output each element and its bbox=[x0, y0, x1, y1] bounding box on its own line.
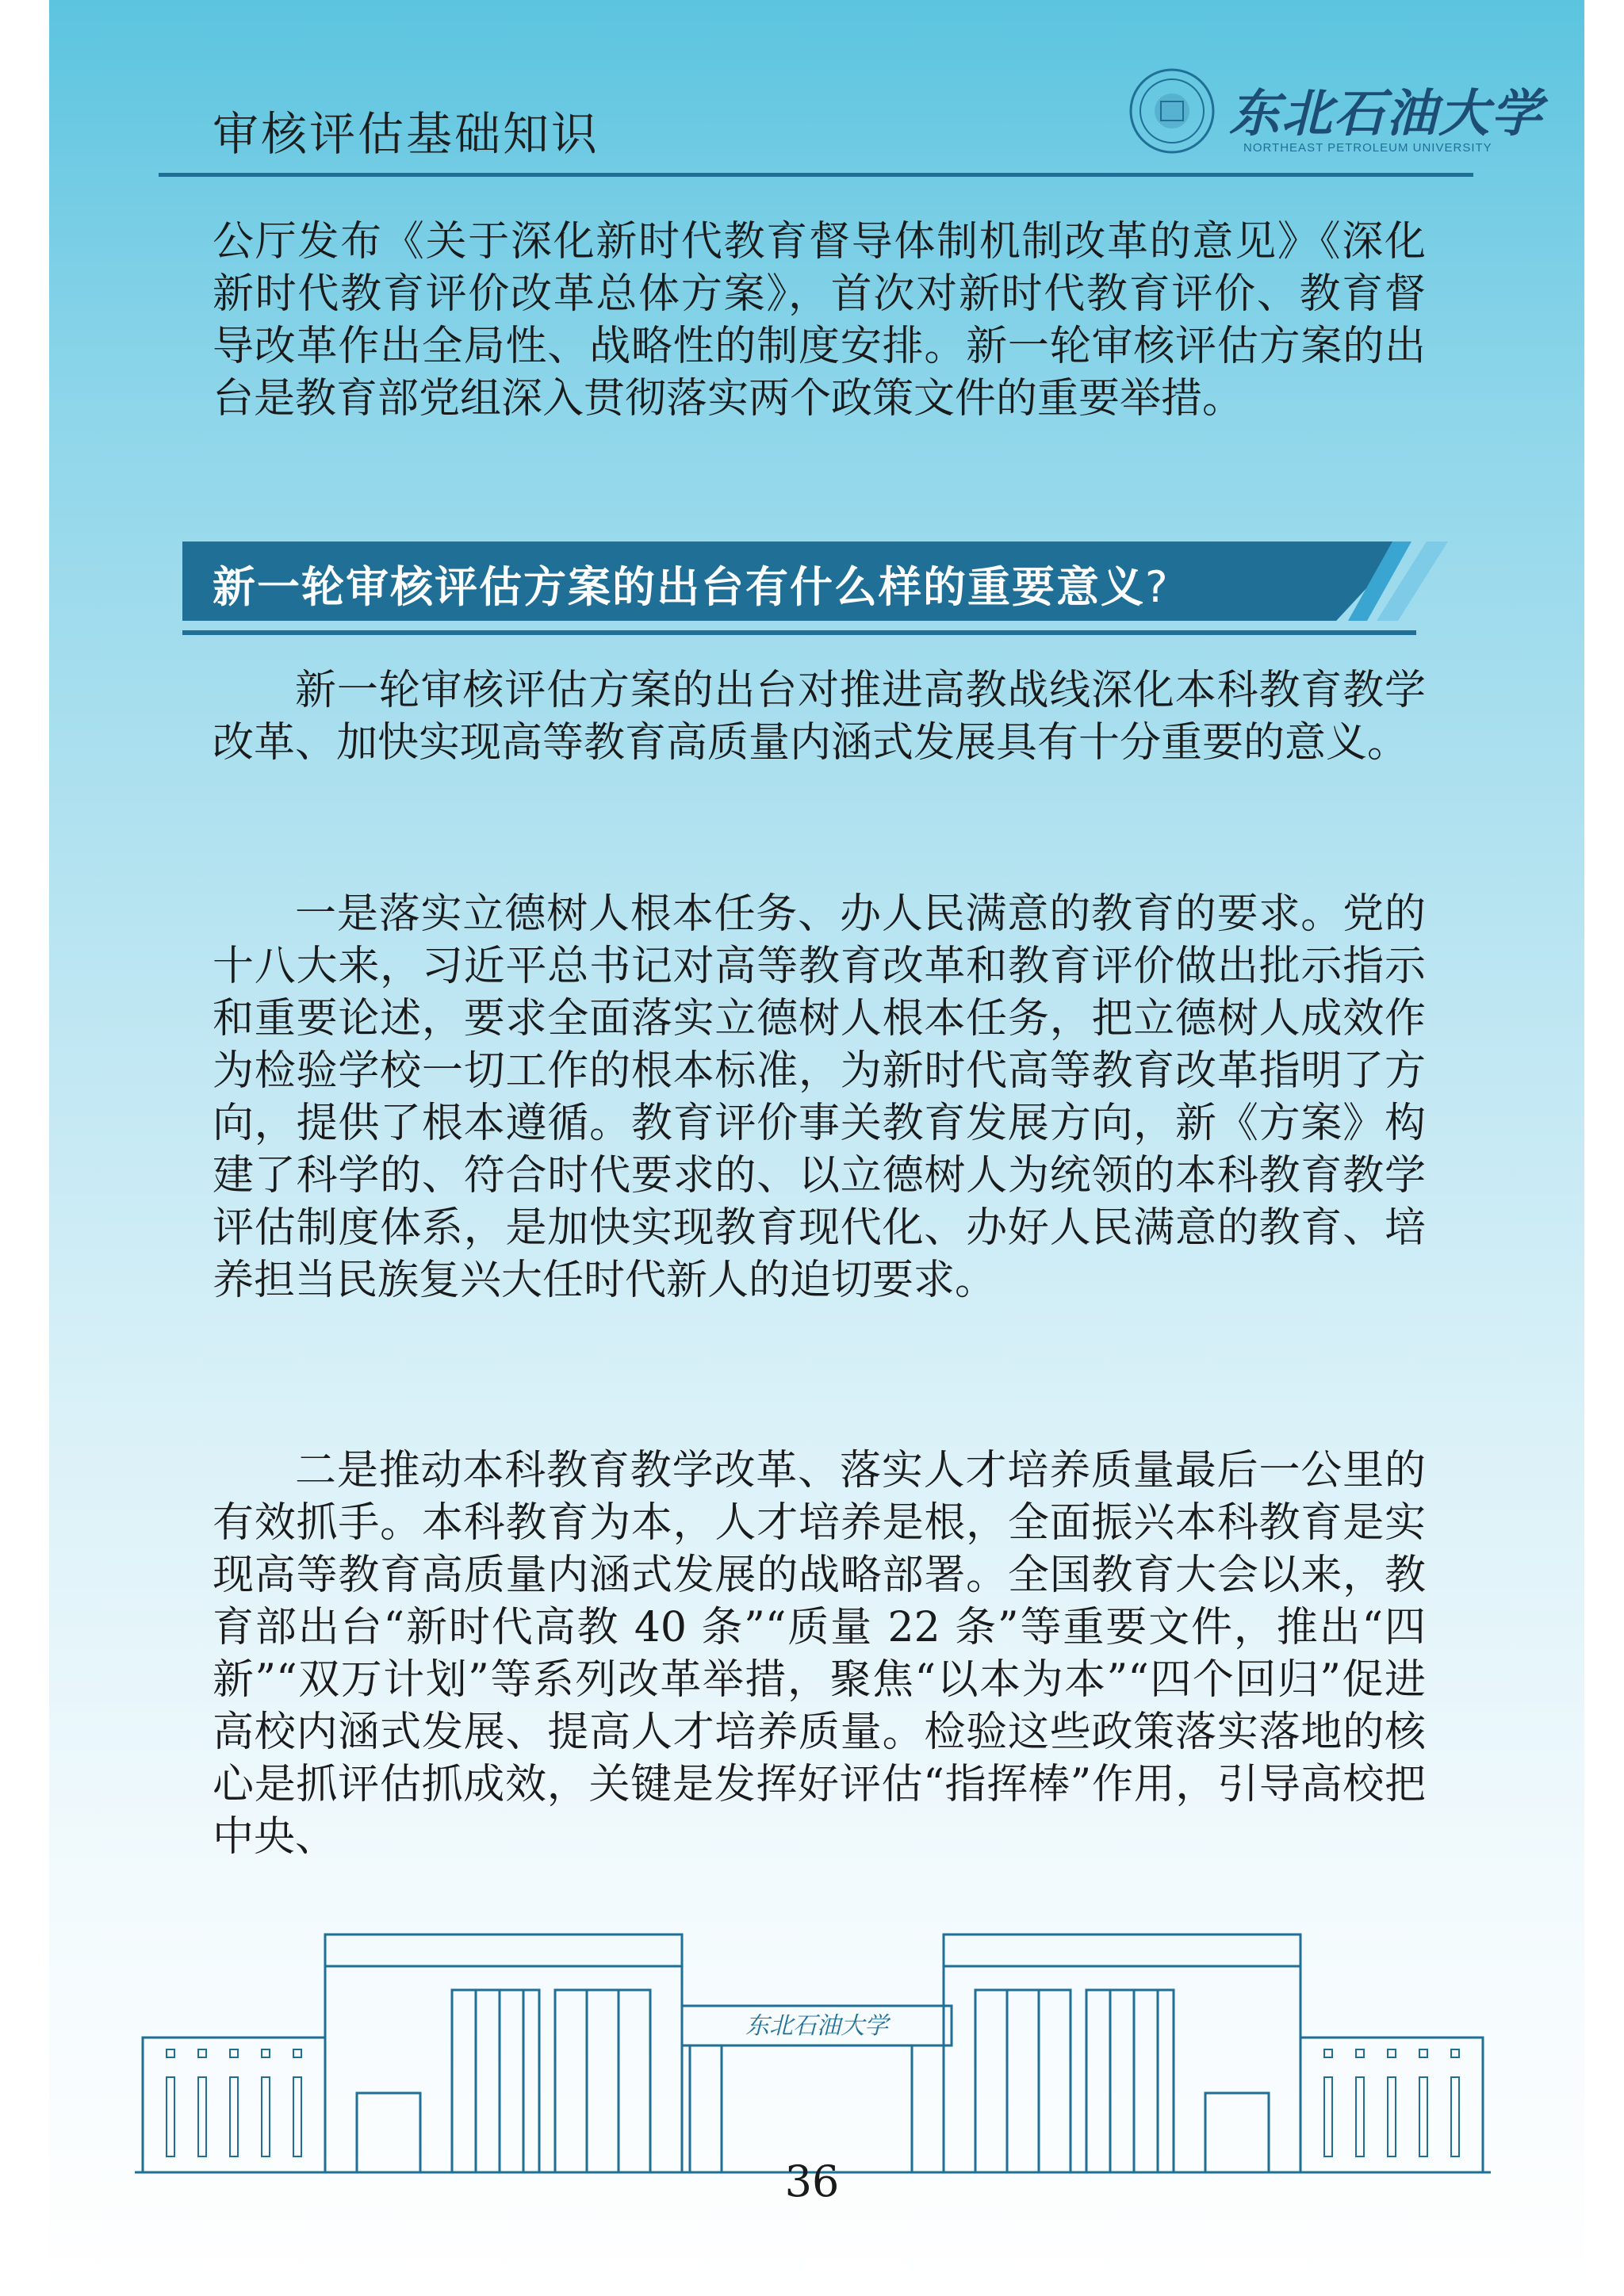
logo-name: 东北石油大学 bbox=[1229, 84, 1543, 144]
body-paragraph-2 bbox=[213, 888, 1426, 1307]
paragraph: 一是落实立德树人根本任务、办人民满意的教育的要求。党的十八大来，习近平总书记对高等教育改革和教育评价做出批示指示和重要论述，要求全面落实立德树人根本任务，把立德树人成效作为检验学校一切工作的根本标准，为新时代高等教育改革指明了方向，提供了根本遵循。教育评价事关教育发展方向，新《方案》构建了科学的、符合时代要求的、以立德树人为统领的本科教育教学评估制度体系，是加快实现教育现代化、办好人民满意的教育、培养担当民族复兴大任时代新人的迫切要求。 bbox=[213, 890, 1426, 1304]
page-number: 36 bbox=[784, 2156, 840, 2206]
body-paragraph-3 bbox=[213, 1445, 1426, 1863]
section-heading-text: 新一轮审核评估方案的出台有什么样的重要意义 bbox=[213, 562, 1145, 612]
body-paragraph-1 bbox=[213, 664, 1426, 769]
paragraph: 新一轮审核评估方案的出台对推进高教战线深化本科教育教学改革、加快实现高等教育高质量内涵式发展具有十分重要的意义。 bbox=[213, 667, 1426, 767]
campus-gate-illustration bbox=[135, 1919, 1491, 2188]
intro-paragraph: 公厅发布《关于深化新时代教育督导体制机制改革的意见》《深化新时代教育评价改革总体方案》，首次对新时代教育评价、教育督导改革作出全局性、战略性的制度安排。新一轮审核评估方案的出台是教育部党组深入贯彻落实两个政策文件的重要举措。 bbox=[213, 218, 1426, 423]
header-divider bbox=[159, 173, 1473, 177]
header-title: 审核评估基础知识 bbox=[213, 107, 600, 161]
section-divider bbox=[182, 630, 1416, 635]
intro-text bbox=[213, 216, 1426, 425]
gate-sign: 东北石油大学 bbox=[745, 2012, 888, 2040]
section-heading-mark: ? bbox=[1145, 562, 1170, 612]
logo-subtitle: NORTHEAST PETROLEUM UNIVERSITY bbox=[1243, 141, 1492, 155]
paragraph: 二是推动本科教育教学改革、落实人才培养质量最后一公里的有效抓手。本科教育为本，人才培养是根，全面振兴本科教育是实现高等教育高质量内涵式发展的战略部署。全国教育大会以来，教育部出台“新时代高教 40 条”“质量 22 条”等重要文件，推出“四新”“双万计划”等系列改革举措，聚焦“以本为本”“四个回归”促进高校内涵式发展、提高人才培养质量。检验这些政策落实落地的核心是抓评估抓成效，关键是发挥好评估“指挥棒”作用，引导高校把中央、 bbox=[213, 1447, 1426, 1861]
section-heading bbox=[213, 553, 1170, 614]
